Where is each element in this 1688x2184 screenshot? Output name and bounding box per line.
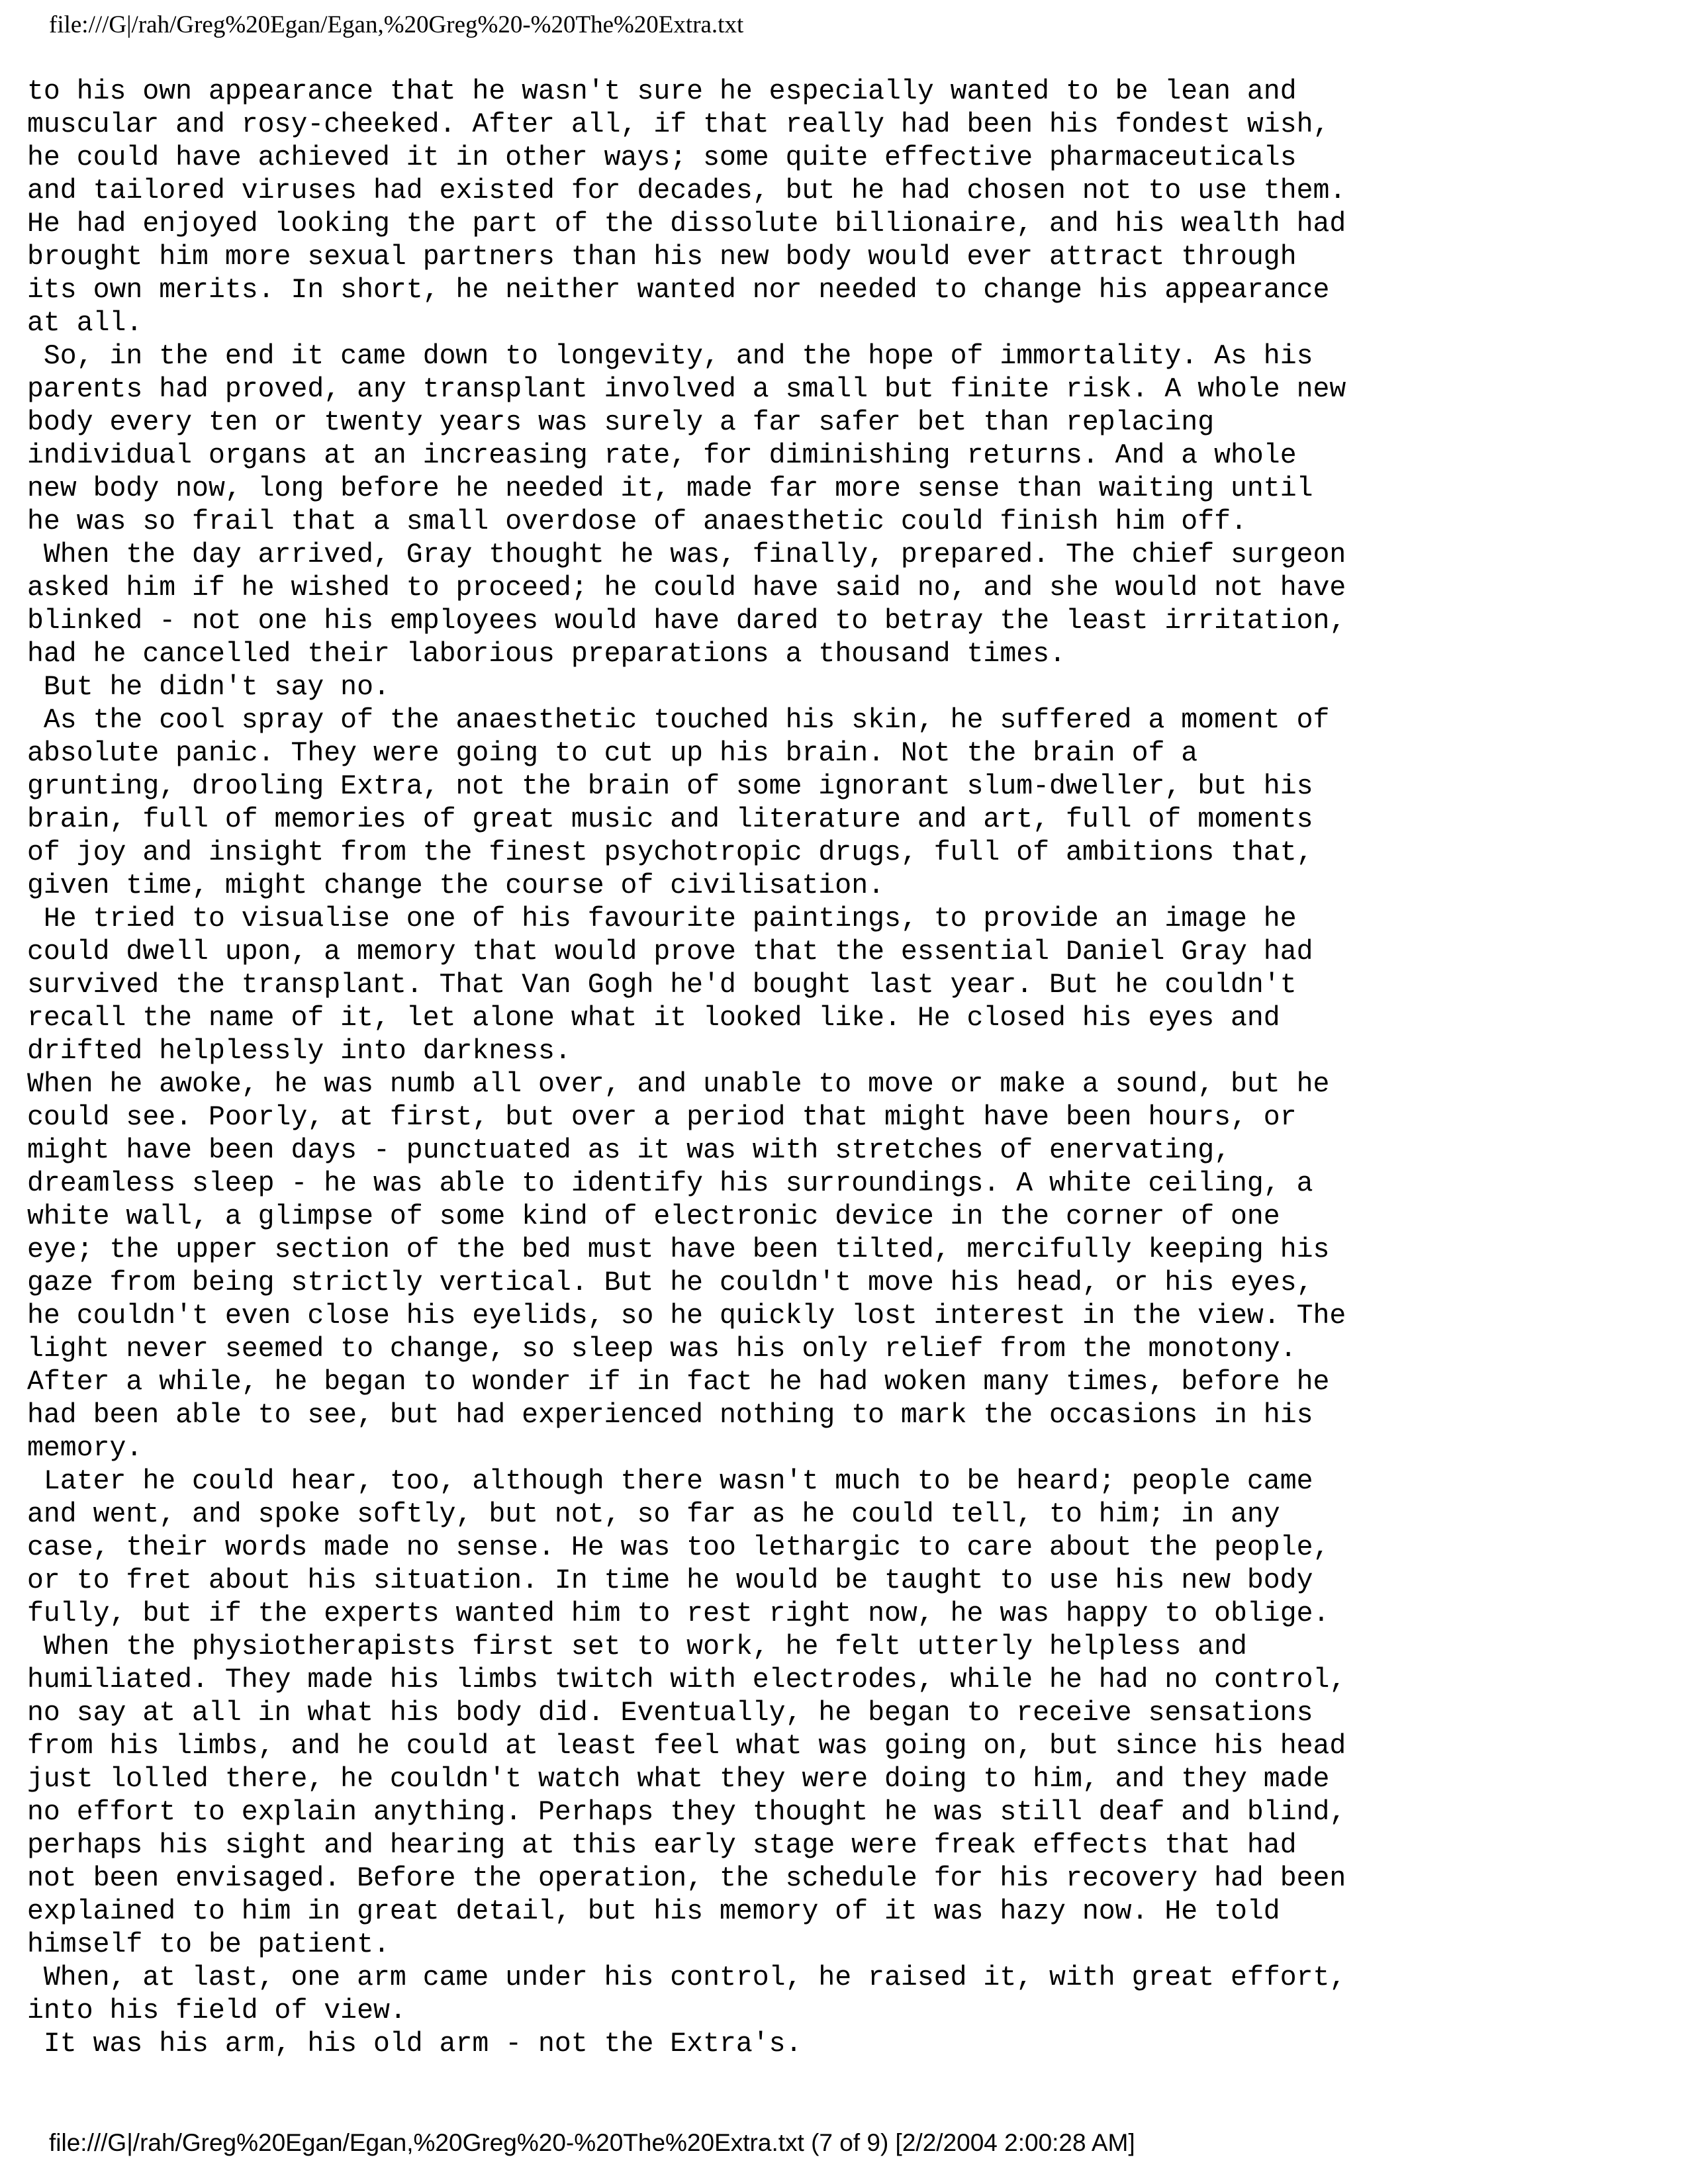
- text-line: or to fret about his situation. In time he would be taught to use his new body: [27, 1565, 1313, 1596]
- text-line: grunting, drooling Extra, not the brain of some ignorant slum-dweller, but his: [27, 771, 1313, 802]
- text-line: When, at last, one arm came under his control, he raised it, with great effort,: [27, 1962, 1346, 1993]
- text-line: As the cool spray of the anaesthetic touched his skin, he suffered a moment of: [27, 705, 1330, 736]
- text-line: It was his arm, his old arm - not the Extra's.: [27, 2028, 802, 2060]
- text-line: explained to him in great detail, but his memory of it was hazy now. He told: [27, 1896, 1280, 1927]
- text-line: could dwell upon, a memory that would prove that the essential Daniel Gray had: [27, 936, 1313, 968]
- text-line: at all.: [27, 308, 143, 339]
- text-line: to his own appearance that he wasn't sure he especially wanted to be lean and: [27, 76, 1297, 107]
- text-line: had been able to see, but had experienced nothing to mark the occasions in his: [27, 1400, 1313, 1431]
- text-line: from his limbs, and he could at least feel what was going on, but since his head: [27, 1731, 1346, 1762]
- text-line: brain, full of memories of great music and literature and art, full of moments: [27, 804, 1313, 835]
- text-line: no effort to explain anything. Perhaps they thought he was still deaf and blind,: [27, 1797, 1346, 1828]
- text-line: might have been days - punctuated as it was with stretches of enervating,: [27, 1135, 1231, 1166]
- text-line: himself to be patient.: [27, 1929, 390, 1960]
- text-line: he was so frail that a small overdose of anaesthetic could finish him off.: [27, 506, 1247, 537]
- text-line: eye; the upper section of the bed must have been tilted, mercifully keeping his: [27, 1234, 1330, 1265]
- text-line: could see. Poorly, at first, but over a period that might have been hours, or: [27, 1102, 1297, 1133]
- text-line: parents had proved, any transplant involved a small but finite risk. A whole new: [27, 374, 1346, 405]
- text-line: After a while, he began to wonder if in fact he had woken many times, before he: [27, 1367, 1330, 1398]
- text-line: no say at all in what his body did. Eventually, he began to receive sensations: [27, 1698, 1313, 1729]
- text-line: its own merits. In short, he neither wanted nor needed to change his appearance: [27, 275, 1330, 306]
- text-line: But he didn't say no.: [27, 672, 390, 703]
- text-line: just lolled there, he couldn't watch what they were doing to him, and they made: [27, 1764, 1330, 1795]
- text-line: he couldn't even close his eyelids, so he quickly lost interest in the view. The: [27, 1300, 1346, 1332]
- text-line: individual organs at an increasing rate, for diminishing returns. And a whole: [27, 440, 1297, 471]
- text-line: memory.: [27, 1433, 143, 1464]
- text-line: case, their words made no sense. He was too lethargic to care about the people,: [27, 1532, 1330, 1563]
- text-line: fully, but if the experts wanted him to rest right now, he was happy to oblige.: [27, 1598, 1330, 1629]
- text-line: He had enjoyed looking the part of the dissolute billionaire, and his wealth had: [27, 208, 1346, 240]
- page-footer: file:///G|/rah/Greg%20Egan/Egan,%20Greg%20-%20The%20Extra.txt (7 of 9) [2/2/2004 2:00:28 AM]: [49, 2129, 1135, 2156]
- text-line: When the physiotherapists first set to work, he felt utterly helpless and: [27, 1631, 1247, 1662]
- text-line: perhaps his sight and hearing at this early stage were freak effects that had: [27, 1830, 1297, 1861]
- text-line: of joy and insight from the finest psychotropic drugs, full of ambitions that,: [27, 837, 1313, 868]
- text-line: given time, might change the course of civilisation.: [27, 870, 885, 901]
- text-line: new body now, long before he needed it, made far more sense than waiting until: [27, 473, 1313, 504]
- text-line: not been envisaged. Before the operation, the schedule for his recovery had been: [27, 1863, 1346, 1894]
- text-line: recall the name of it, let alone what it looked like. He closed his eyes and: [27, 1003, 1280, 1034]
- text-line: and tailored viruses had existed for decades, but he had chosen not to use them.: [27, 175, 1346, 206]
- text-line: He tried to visualise one of his favourite paintings, to provide an image he: [27, 903, 1297, 934]
- document-body: [27, 75, 1669, 2061]
- text-line: he could have achieved it in other ways; some quite effective pharmaceuticals: [27, 142, 1297, 173]
- text-line: When the day arrived, Gray thought he was, finally, prepared. The chief surgeon: [27, 539, 1346, 570]
- text-line: muscular and rosy-cheeked. After all, if that really had been his fondest wish,: [27, 109, 1330, 140]
- text-line: gaze from being strictly vertical. But he couldn't move his head, or his eyes,: [27, 1267, 1313, 1298]
- page-header-url: file:///G|/rah/Greg%20Egan/Egan,%20Greg%20-%20The%20Extra.txt: [49, 11, 744, 38]
- text-line: Later he could hear, too, although there wasn't much to be heard; people came: [27, 1466, 1313, 1497]
- text-line: humiliated. They made his limbs twitch with electrodes, while he had no control,: [27, 1664, 1346, 1696]
- text-line: asked him if he wished to proceed; he could have said no, and she would not have: [27, 572, 1346, 604]
- text-line: blinked - not one his employees would have dared to betray the least irritation,: [27, 606, 1346, 637]
- text-line: absolute panic. They were going to cut up his brain. Not the brain of a: [27, 738, 1198, 769]
- text-line: into his field of view.: [27, 1995, 406, 2026]
- text-line: So, in the end it came down to longevity, and the hope of immortality. As his: [27, 341, 1313, 372]
- text-line: white wall, a glimpse of some kind of electronic device in the corner of one: [27, 1201, 1280, 1232]
- text-line: survived the transplant. That Van Gogh he'd bought last year. But he couldn't: [27, 970, 1297, 1001]
- text-line: light never seemed to change, so sleep was his only relief from the monotony.: [27, 1334, 1297, 1365]
- text-line: and went, and spoke softly, but not, so far as he could tell, to him; in any: [27, 1499, 1280, 1530]
- text-line: brought him more sexual partners than his new body would ever attract through: [27, 242, 1297, 273]
- text-line: dreamless sleep - he was able to identify his surroundings. A white ceiling, a: [27, 1168, 1313, 1199]
- text-line: had he cancelled their laborious preparations a thousand times.: [27, 639, 1066, 670]
- text-line: body every ten or twenty years was surely a far safer bet than replacing: [27, 407, 1215, 438]
- text-line: drifted helplessly into darkness.: [27, 1036, 571, 1067]
- text-line: When he awoke, he was numb all over, and unable to move or make a sound, but he: [27, 1069, 1330, 1100]
